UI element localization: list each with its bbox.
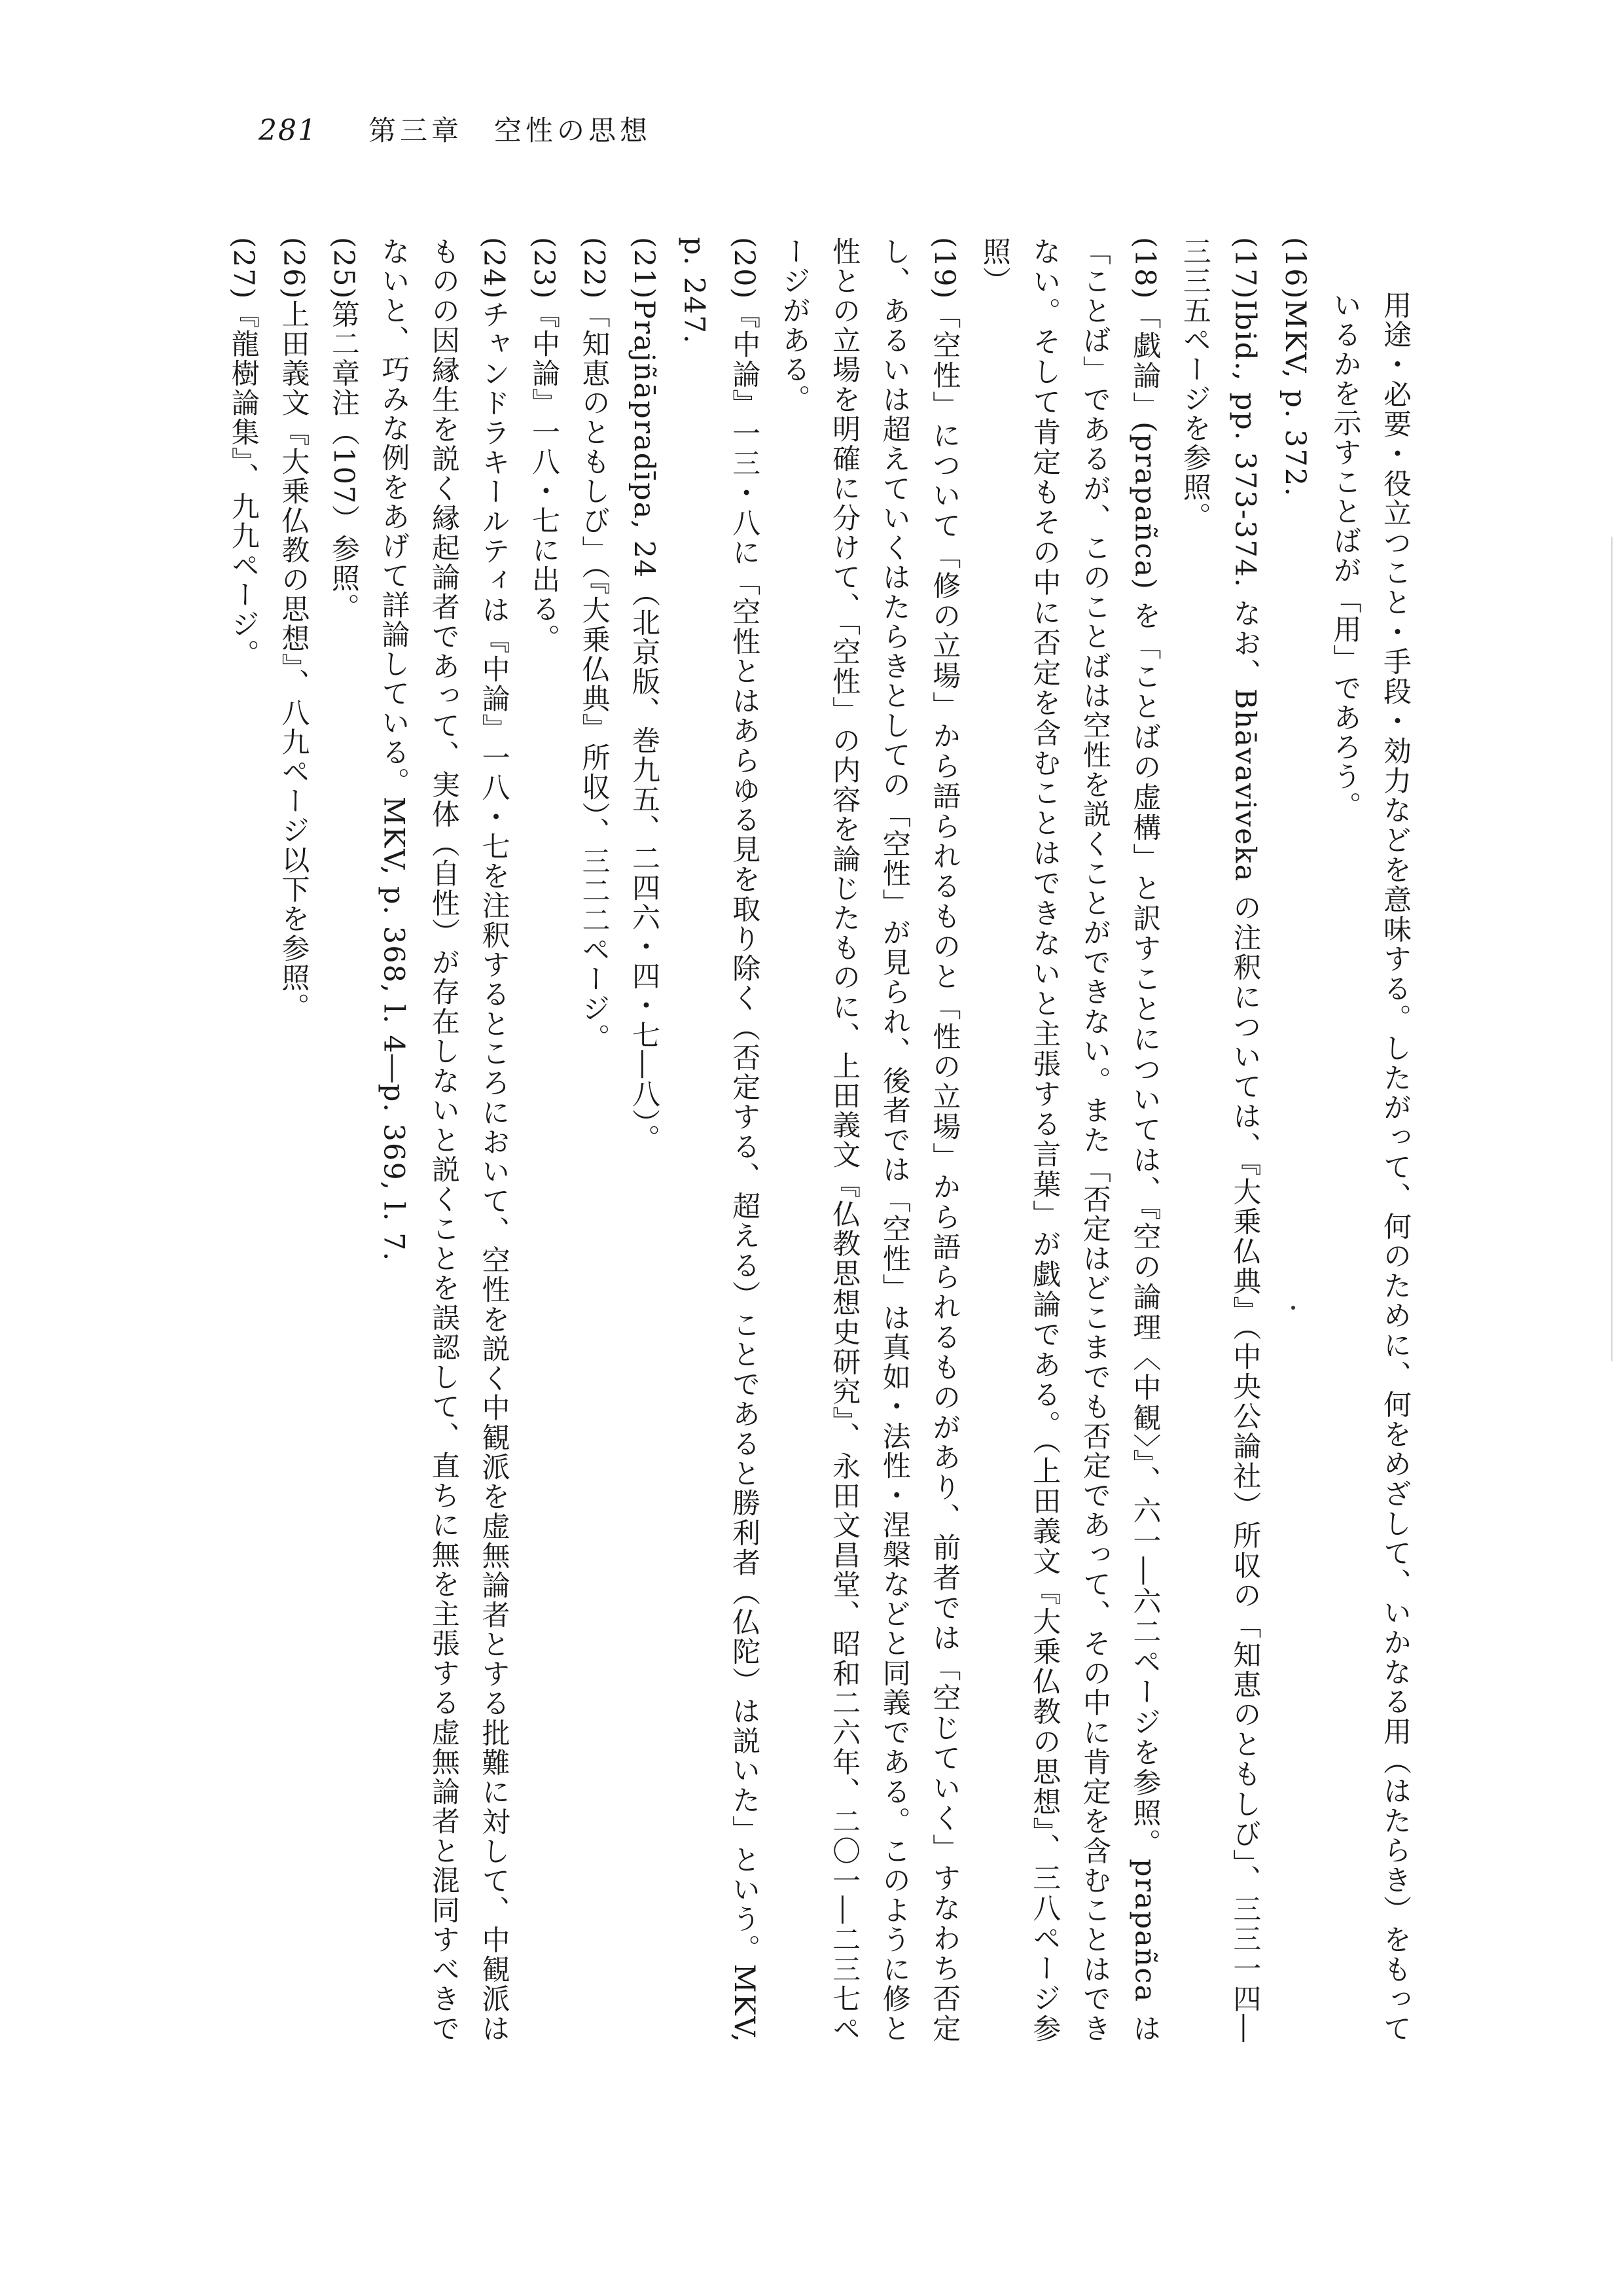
- note-text: Ibid., pp. 373-374. なお、Bhāvaviveka の注釈については、『大乗仏典』（中央公論社）所収の「知恵のともしび」、三三一四―三三五ページを参照。: [1178, 237, 1262, 2043]
- note-text: 「戯論」(prapañca) を「ことばの虚構」と訳すことについては、『空の論理〈中観〉』、六一―六二ページを参照。prapañca は「ことば」であるが、このことばは空性を説くことができない。また「否定はどこまでも否定であって、その中に肯定を含むことはできない。そして肯定もその中に否定を含むことはできないと主張する言葉」が戯論である。（上田義文『大乗仏教の思想』、三八ページ参照）: [978, 237, 1162, 2043]
- running-header: [259, 114, 651, 147]
- note-number: (19): [928, 237, 961, 300]
- note-23: [518, 237, 569, 2043]
- scan-edge-line: [1611, 537, 1613, 1361]
- note-number: (21): [628, 237, 661, 300]
- note-22: [569, 237, 619, 2043]
- note-20: [669, 237, 769, 2043]
- notes-body: [216, 237, 1420, 2043]
- note-text: チャンドラキールティは『中論』一八・七を注釈するところにおいて、空性を説く中観派を虚無論者とする批難に対して、中観派はものの因縁生を説く縁起論者であって、実体（自性）が存在しないと説くことを誤認して、直ちに無を主張する虚無論者と混同すべきでないと、巧みな例をあげて詳論している。MKV, p. 368, l. 4―p. 369, l. 7.: [377, 237, 510, 2043]
- note-number: (23): [527, 237, 560, 300]
- note-17: [1169, 237, 1270, 2043]
- note-text: MKV, p. 372.: [1278, 300, 1311, 497]
- note-24: [368, 237, 519, 2043]
- note-text: 第二章注（107）参照。: [327, 300, 360, 623]
- note-number: (27): [226, 237, 260, 300]
- note-number: (20): [728, 237, 761, 300]
- note-text: Prajñāpradīpa, 24（北京版、巻九五、二四六・四・七―八）。: [628, 300, 661, 1154]
- note-number: (24): [477, 237, 510, 300]
- print-speck: [1291, 1306, 1295, 1310]
- note-number: (16): [1278, 237, 1311, 300]
- note-text: 上田義文『大乗仏教の思想』、八九ページ以下を参照。: [277, 300, 310, 1022]
- note-text: 「空性」について「修の立場」から語られるものと「性の立場」から語られるものがあり、前者では「空じていく」すなわち否定し、あるいは超えていくはたらきとしての「空性」が見られ、後者では「空性」は真如・法性・涅槃などと同義である。このように修と性との立場を明確に分けて、「空性」の内容を論じたものに、上田義文『仏教思想史研究』、永田文昌堂、昭和二六年、二〇一―二三七ページがある。: [777, 237, 961, 2043]
- note-number: (18): [1128, 237, 1162, 300]
- page-number: 281: [259, 114, 317, 147]
- note-27: [218, 237, 268, 2043]
- note-number: (26): [277, 237, 310, 300]
- note-number: (25): [327, 237, 360, 300]
- note-text: 『龍樹論集』、九九ページ。: [226, 300, 260, 669]
- note-18: [969, 237, 1169, 2043]
- note-text: 「知恵のともしび」（『大乗仏典』所収）、三二二ページ。: [577, 300, 611, 1053]
- note-19: [769, 237, 969, 2043]
- note-16: [1270, 237, 1320, 2043]
- note-text: 『中論』一三・八に「空性とはあらゆる見を取り除く（否定する、超える）ことであると勝利者（仏陀）は説いた」という。MKV, p. 247.: [677, 237, 761, 2043]
- chapter-title: 第三章 空性の思想: [368, 115, 651, 147]
- note-21: [619, 237, 669, 2043]
- note-number: (22): [577, 237, 611, 300]
- note-25: [318, 237, 368, 2043]
- note-number: (17): [1228, 237, 1262, 300]
- note-26: [268, 237, 319, 2043]
- note-continuation: 用途・必要・役立つこと・手段・効力などを意味する。したがって、何のために、何をめざして、いかなる用（はたらき）をもっているかを示すことばが「用」であろう。: [1329, 290, 1412, 2043]
- note-text: 『中論』一八・七に出る。: [527, 300, 560, 654]
